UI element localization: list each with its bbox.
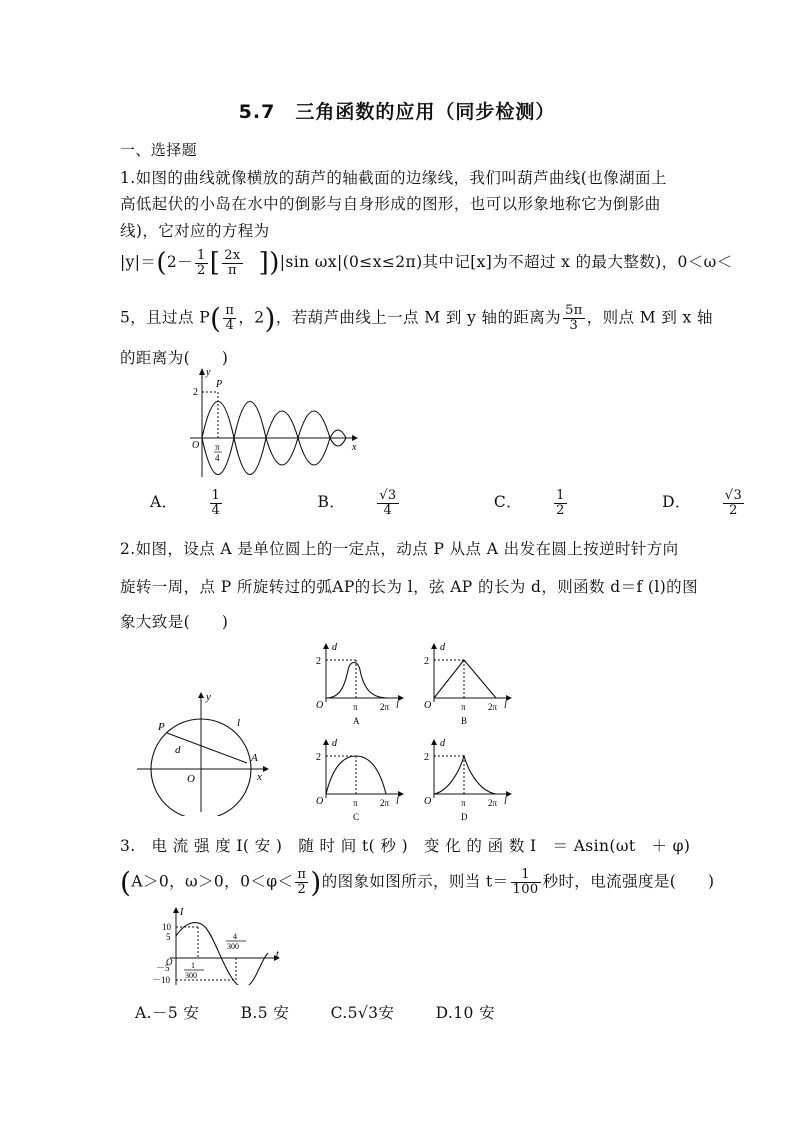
q2-line-2: 旋转一周，点 P 所旋转过的弧AP的长为 l，弦 AP 的长为 d，则函数 d＝f (l)的图 <box>120 578 698 596</box>
option-b[interactable]: B.5 安 <box>240 1004 290 1022</box>
q1-line-6: 的距离为( ) <box>120 349 229 367</box>
tick-m10: －10 <box>152 975 171 985</box>
x-axis-arrow <box>352 435 358 441</box>
point-a-label: A <box>251 752 258 764</box>
q1-equation: |y|＝(2－ $\frac{1}{2}$ [ $\frac{2x}{\pi}$ ])|sin ωx|(0≤x≤2π)其中记[x]为不超过 x 的最大整数)，0＜ω＜ <box>120 247 733 278</box>
l-label: l <box>504 796 507 807</box>
tick-pi: π <box>353 702 358 712</box>
distance-fraction: $\frac{5\pi}{3}$ <box>565 303 583 333</box>
d-axis-arrow <box>323 739 329 745</box>
graph-caption: D <box>461 812 468 820</box>
q3-line-1: 3. 电 流 强 度 I( 安 ) 随 时 间 t( 秒 ) 变 化 的 函 数 I ＝ Asin(ωt ＋ φ) <box>120 837 691 855</box>
origin-label: O <box>187 773 195 785</box>
y-label: y <box>206 367 211 378</box>
q3-line-2: (A＞0，ω＞0，0＜φ＜ $\frac{\pi}{2}$ )的图象如图所示，则当 t＝ $\frac{1}{100}$ 秒时，电流强度是( ) <box>120 866 715 899</box>
q3-options <box>135 1001 495 1023</box>
section-heading: 一、选择题 <box>120 141 198 159</box>
t-label: t <box>276 949 279 960</box>
tick-5: 5 <box>166 932 171 942</box>
tick-1-300-num: 1 <box>191 961 195 970</box>
tick-2pi: 2π <box>380 798 390 808</box>
origin-label: O <box>424 700 432 711</box>
eq-part: |sin ωx|(0≤x≤2π)其中记[x]为不超过 x 的最大整数)，0＜ω＜ <box>279 253 733 271</box>
gourd-curve-figure <box>180 365 365 483</box>
tick-4-300-num: 4 <box>233 932 237 941</box>
q2-line-1: 2.如图，设点 A 是单位圆上的一定点，动点 P 从点 A 出发在圆上按逆时针方向 <box>120 540 679 558</box>
d-label: d <box>440 738 445 749</box>
point-p-label: P <box>158 721 165 733</box>
q1-line-2: 高低起伏的小岛在水中的倒影与自身形成的图形，也可以形象地称它为倒影曲 <box>120 195 661 213</box>
y-label: y <box>206 691 211 703</box>
tick-2pi: 2π <box>380 702 390 712</box>
tick-pi: π <box>353 798 358 808</box>
option-d[interactable]: D.10 安 <box>435 1004 496 1022</box>
d-axis-arrow <box>431 643 437 649</box>
l-axis-arrow <box>398 695 404 701</box>
tick-pi: π <box>461 702 466 712</box>
y-axis-arrow <box>199 368 205 375</box>
chord-d-label: d <box>175 744 181 756</box>
origin-label: O <box>316 796 324 807</box>
q1-line-3: 线)，它对应的方程为 <box>120 222 270 240</box>
option-c[interactable]: C.5√3安 <box>330 1004 395 1022</box>
q1-line-1: 1.如图的曲线就像横放的葫芦的轴截面的边缘线，我们叫葫芦曲线(也像湖面上 <box>120 169 667 187</box>
d-axis-arrow <box>431 739 437 745</box>
l-label: l <box>396 796 399 807</box>
tick-2: 2 <box>193 387 198 398</box>
q1-line-5: 5，且过点 P( $\frac{\pi}{4}$ ，2)，若葫芦曲线上一点 M 到 y 轴的距离为 $\frac{5\pi}{3}$ ，则点 M 到 x 轴 <box>120 302 713 335</box>
answer-graphs <box>308 640 518 820</box>
tick-pi: π <box>215 442 220 452</box>
point-p-label: P <box>216 379 223 390</box>
graph-curve <box>434 756 496 794</box>
d-label: d <box>440 642 445 653</box>
graph-caption: A <box>353 716 360 726</box>
tick-1-300-den: 300 <box>185 971 197 980</box>
tick-m5: －5 <box>156 963 170 973</box>
l-axis-arrow <box>506 695 512 701</box>
page-title: 5.7 三角函数的应用（同步检测） <box>238 101 556 123</box>
graph-caption: B <box>461 716 468 726</box>
graph-caption: C <box>353 812 360 820</box>
x-label: x <box>257 771 262 783</box>
tick-2pi: 2π <box>488 702 498 712</box>
option-a[interactable]: A.－5 安 <box>135 1004 200 1022</box>
tick-2: 2 <box>316 752 321 763</box>
option-c[interactable]: C． $\frac{1}{2}$ <box>493 488 565 518</box>
tail-upper <box>330 430 346 438</box>
q2-line-3: 象大致是( ) <box>120 613 229 631</box>
l-label: l <box>504 700 507 711</box>
option-b[interactable]: B． $\frac{√3}{4}$ <box>317 488 397 518</box>
option-d[interactable]: D． $\frac{√3}{2}$ <box>662 488 743 518</box>
tick-2: 2 <box>424 752 429 763</box>
origin-label: O <box>192 440 200 451</box>
q1-options <box>150 489 794 517</box>
point-x-fraction: $\frac{\pi}{4}$ <box>225 303 235 333</box>
tick-2: 2 <box>316 656 321 667</box>
option-a[interactable]: A． $\frac{1}{4}$ <box>150 488 221 518</box>
graph-c <box>316 738 404 820</box>
current-graph <box>140 905 285 985</box>
l-label: l <box>396 700 399 711</box>
tick-4-300-den: 300 <box>227 942 239 951</box>
tick-10: 10 <box>162 922 171 932</box>
i-label: I <box>180 907 184 918</box>
graph-curve <box>434 660 496 698</box>
d-label: d <box>332 738 337 749</box>
graph-a <box>316 642 404 726</box>
graph-b <box>424 642 512 726</box>
d-label: d <box>332 642 337 653</box>
tick-pi: π <box>461 798 466 808</box>
d-axis-arrow <box>323 643 329 649</box>
arc-l-label: l <box>237 717 241 729</box>
eq-part: 2－ <box>166 253 194 271</box>
origin-label: O <box>424 796 432 807</box>
graph-d <box>424 738 512 820</box>
eq-fraction: $\frac{1}{2}$ <box>197 247 206 278</box>
tick-2pi: 2π <box>488 798 498 808</box>
origin-label: O <box>166 957 173 967</box>
x-label: x <box>352 442 357 453</box>
origin-label: O <box>316 700 324 711</box>
tick-4: 4 <box>215 453 220 463</box>
l-axis-arrow <box>506 791 512 797</box>
unit-circle-figure <box>135 688 275 816</box>
l-axis-arrow <box>398 791 404 797</box>
eq-fraction-2: $\frac{2x}{\pi}$ <box>224 247 241 278</box>
eq-part: |y|＝ <box>120 253 157 271</box>
tick-2: 2 <box>424 656 429 667</box>
graph-curve <box>326 663 388 699</box>
